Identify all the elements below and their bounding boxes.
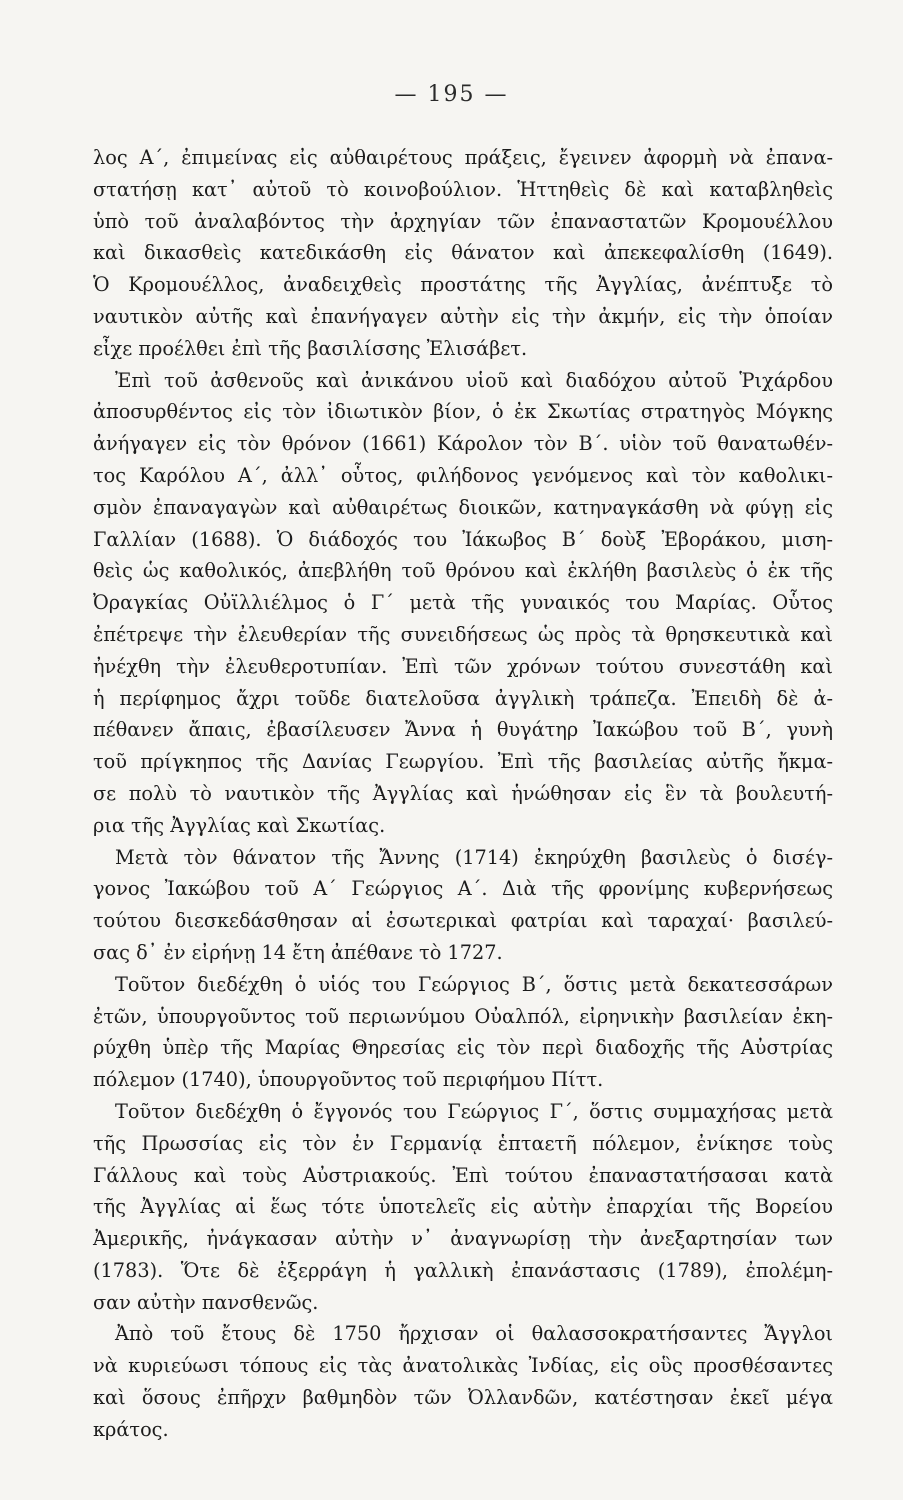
text-line: ἀνήγαγεν εἰς τὸν θρόνον (1661) Κάρολον τὸν Β΄. υἱὸν τοῦ θανατωθέν- <box>93 432 833 456</box>
text-line: τῆς Πρωσσίας εἰς τὸν ἐν Γερμανίᾳ ἑπταετῆ πόλεμον, ἐνίκησε τοὺς <box>93 1131 833 1155</box>
paragraph-6 <box>93 1318 833 1445</box>
text-line: σαν αὐτὴν πανσθενῶς. <box>93 1290 319 1314</box>
text-line: Τοῦτον διεδέχθη ὁ υἱός του Γεώργιος Β΄, ὅστις μετὰ δεκατεσσάρων <box>115 972 833 996</box>
text-line: ἐτῶν, ὑπουργοῦντος τοῦ περιωνύμου Οὐαλπόλ, εἰρηνικὴν βασιλείαν ἐκη- <box>93 1004 833 1028</box>
text-line: τῆς Ἀγγλίας αἱ ἕως τότε ὑποτελεῖς εἰς αὐτὴν ἐπαρχίαι τῆς Βορείου <box>93 1195 833 1219</box>
text-line: κράτος. <box>93 1417 169 1441</box>
text-line: πέθανεν ἄπαις, ἐβασίλευσεν Ἄννα ἡ θυγάτηρ Ἰακώβου τοῦ Β΄, γυνὴ <box>93 718 833 742</box>
paragraph-4 <box>93 969 833 1096</box>
text-line: Ἐπὶ τοῦ ἀσθενοῦς καὶ ἀνικάνου υἱοῦ καὶ διαδόχου αὐτοῦ Ῥιχάρδου <box>115 368 833 392</box>
paragraph-5 <box>93 1096 833 1319</box>
text-line: σας δ᾽ ἐν εἰρήνῃ 14 ἔτη ἀπέθανε τὸ 1727. <box>93 940 503 964</box>
text-line: πόλεμον (1740), ὑπουργοῦντος τοῦ περιφήμου Πίττ. <box>93 1068 604 1092</box>
text-line: λος Α΄, ἐπιμείνας εἰς αὐθαιρέτους πράξεις, ἔγεινεν ἀφορμὴ νὰ ἐπανα- <box>93 146 833 169</box>
paragraph-1 <box>93 142 833 365</box>
body-text <box>93 142 833 1446</box>
text-line: τος Καρόλου Α΄, ἀλλ᾽ οὗτος, φιλήδονος γενόμενος καὶ τὸν καθολικι- <box>93 463 833 487</box>
text-line: Ὁ Κρομουέλλος, ἀναδειχθεὶς προστάτης τῆς Ἀγγλίας, ἀνέπτυξε τὸ <box>93 273 833 297</box>
text-line: ρύχθη ὑπὲρ τῆς Μαρίας Θηρεσίας εἰς τὸν περὶ διαδοχῆς τῆς Αὐστρίας <box>93 1036 833 1060</box>
text-line: καὶ ὅσους ἐπῆρχν βαθμηδὸν τῶν Ὀλλανδῶν, κατέστησαν ἐκεῖ μέγα <box>93 1386 833 1410</box>
text-line: τούτου διεσκεδάσθησαν αἱ ἐσωτερικαὶ φατρίαι καὶ ταραχαί· βασιλεύ- <box>93 909 833 933</box>
text-line: θεὶς ὡς καθολικός, ἀπεβλήθη τοῦ θρόνου καὶ ἐκλήθη βασιλεὺς ὁ ἐκ τῆς <box>93 559 833 583</box>
text-line: σμὸν ἐπαναγαγὼν καὶ αὐθαιρέτως διοικῶν, κατηναγκάσθη νὰ φύγῃ εἰς <box>93 495 833 519</box>
text-line: σε πολὺ τὸ ναυτικὸν τῆς Ἀγγλίας καὶ ἡνώθησαν εἰς ἓν τὰ βουλευτή- <box>93 781 833 805</box>
paragraph-3 <box>93 842 833 969</box>
text-line: Γαλλίαν (1688). Ὁ διάδοχός του Ἰάκωβος Β΄ δοὺξ Ἐβοράκου, μιση- <box>93 527 833 551</box>
page-number: — 195 — <box>394 82 509 107</box>
text-line: γονος Ἰακώβου τοῦ Α΄ Γεώργιος Α΄. Διὰ τῆς φρονίμης κυβερνήσεως <box>93 877 833 901</box>
text-line: Γάλλους καὶ τοὺς Αὐστριακούς. Ἐπὶ τούτου ἐπαναστατήσασαι κατὰ <box>93 1163 833 1187</box>
text-line: ἠνέχθη τὴν ἐλευθεροτυπίαν. Ἐπὶ τῶν χρόνων τούτου συνεστάθη καὶ <box>93 654 833 678</box>
text-line: νὰ κυριεύωσι τόπους εἰς τὰς ἀνατολικὰς Ἰνδίας, εἰς οὓς προσθέσαντες <box>93 1354 833 1378</box>
text-line: ἡ περίφημος ἄχρι τοῦδε διατελοῦσα ἀγγλικὴ τράπεζα. Ἐπειδὴ δὲ ἀ- <box>93 686 833 710</box>
text-line: Ἀμερικῆς, ἠνάγκασαν αὐτὴν ν᾽ ἀναγνωρίσῃ τὴν ἀνεξαρτησίαν των <box>93 1227 833 1251</box>
paragraph-2 <box>93 365 833 842</box>
text-line: ναυτικὸν αὐτῆς καὶ ἐπανήγαγεν αὐτὴν εἰς τὴν ἀκμήν, εἰς τὴν ὁποίαν <box>93 304 833 328</box>
text-line: ὑπὸ τοῦ ἀναλαβόντος τὴν ἀρχηγίαν τῶν ἐπαναστατῶν Κρομουέλλου <box>93 209 833 233</box>
text-line: τοῦ πρίγκηπος τῆς Δανίας Γεωργίου. Ἐπὶ τῆς βασιλείας αὐτῆς ἤκμα- <box>93 750 833 774</box>
text-line: ρια τῆς Ἀγγλίας καὶ Σκωτίας. <box>93 813 386 837</box>
text-line: εἶχε προέλθει ἐπὶ τῆς βασιλίσσης Ἐλισάβετ. <box>93 336 528 360</box>
text-line: στατήσῃ κατ᾽ αὐτοῦ τὸ κοινοβούλιον. Ἡττηθεὶς δὲ καὶ καταβληθεὶς <box>93 177 833 201</box>
text-line: Ἀπὸ τοῦ ἔτους δὲ 1750 ἤρχισαν οἱ θαλασσοκρατήσαντες Ἄγγλοι <box>115 1322 833 1346</box>
text-line: Τοῦτον διεδέχθη ὁ ἔγγονός του Γεώργιος Γ΄, ὅστις συμμαχήσας μετὰ <box>115 1099 833 1123</box>
text-line: καὶ δικασθεὶς κατεδικάσθη εἰς θάνατον καὶ ἀπεκεφαλίσθη (1649). <box>93 241 833 265</box>
text-line: (1783). Ὅτε δὲ ἐξερράγη ἡ γαλλικὴ ἐπανάστασις (1789), ἐπολέμη- <box>93 1258 833 1282</box>
text-line: ἐπέτρεψε τὴν ἐλευθερίαν τῆς συνειδήσεως ὡς πρὸς τὰ θρησκευτικὰ καὶ <box>93 622 833 646</box>
text-line: Μετὰ τὸν θάνατον τῆς Ἄννης (1714) ἐκηρύχθη βασιλεὺς ὁ δισέγ- <box>115 845 833 869</box>
text-line: Ὀραγκίας Οὐϊλλιέλμος ὁ Γ΄ μετὰ τῆς γυναικός του Μαρίας. Οὗτος <box>93 591 833 615</box>
text-line: ἀποσυρθέντος εἰς τὸν ἰδιωτικὸν βίον, ὁ ἐκ Σκωτίας στρατηγὸς Μόγκης <box>93 400 833 424</box>
